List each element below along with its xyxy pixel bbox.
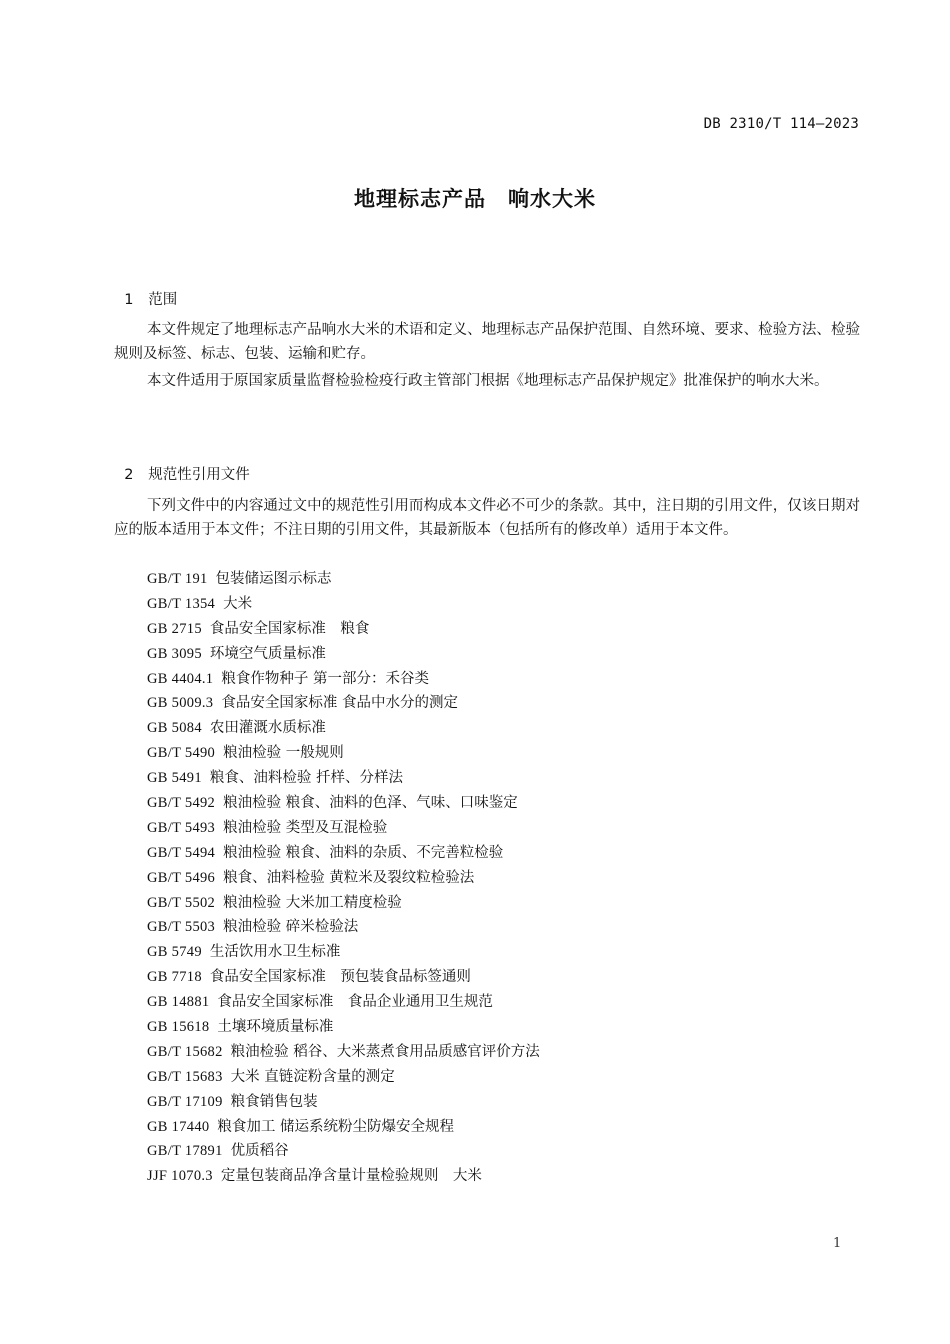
section-2-title: 规范性引用文件 (148, 467, 250, 483)
section-1-paragraph-1: 本文件规定了地理标志产品响水大米的术语和定义、地理标志产品保护范围、自然环境、要求、检验方法、检验规则及标签、标志、包装、运输和贮存。 (114, 322, 860, 362)
section-2-heading (115, 447, 250, 484)
reference-code: GB 5491 (147, 770, 202, 787)
reference-item (147, 1015, 540, 1040)
reference-code: GB 3095 (147, 645, 202, 662)
reference-code: GB/T 5502 (147, 894, 216, 911)
reference-item (147, 1065, 540, 1090)
reference-title: 食品安全国家标准 食品中水分的测定 (221, 695, 458, 712)
reference-code: GB 7718 (147, 969, 202, 986)
reference-item (147, 816, 540, 841)
reference-code: GB/T 5490 (147, 745, 216, 762)
reference-title: 生活饮用水卫生标准 (209, 944, 341, 961)
reference-title: 包装储运图示标志 (215, 571, 332, 587)
reference-code: GB/T 5496 (147, 869, 216, 886)
reference-title: 粮油检验 粮食、油料的杂质、不完善粒检验 (223, 844, 504, 861)
reference-title: 粮油检验 碎米检验法 (223, 919, 359, 936)
reference-code: GB/T 15682 (147, 1043, 223, 1060)
section-2-intro: 下列文件中的内容通过文中的规范性引用而构成本文件必不可少的条款。其中，注日期的引用文件，仅该日期对应的版本适用于本文件；不注日期的引用文件，其最新版本（包括所有的修改单）适用于本文件。 (114, 498, 860, 538)
reference-code: GB/T 191 (147, 571, 208, 587)
reference-item (147, 891, 540, 916)
reference-list (147, 567, 540, 1189)
reference-title: 大米 (223, 595, 253, 612)
section-1-title: 范围 (148, 292, 178, 308)
reference-item (147, 766, 540, 791)
reference-item (147, 1040, 540, 1065)
reference-code: GB 5749 (147, 944, 202, 961)
reference-item (147, 642, 540, 667)
reference-code: GB 17440 (147, 1118, 210, 1135)
reference-title: 土壤环境质量标准 (217, 1019, 334, 1036)
reference-item (147, 1164, 540, 1189)
reference-code: GB/T 5493 (147, 819, 216, 836)
reference-title: 环境空气质量标准 (209, 645, 326, 662)
reference-item (147, 990, 540, 1015)
reference-title: 食品安全国家标准 粮食 (209, 620, 370, 637)
reference-code: GB 15618 (147, 1019, 210, 1036)
reference-title: 优质稻谷 (230, 1143, 289, 1160)
reference-item (147, 667, 540, 692)
reference-item (147, 567, 540, 592)
reference-code: GB/T 1354 (147, 595, 216, 612)
reference-item (147, 741, 540, 766)
reference-code: GB 5084 (147, 720, 202, 737)
reference-title: 粮食、油料检验 扦样、分样法 (209, 770, 403, 787)
reference-code: GB/T 17891 (147, 1143, 223, 1160)
reference-title: 食品安全国家标准 预包装食品标签通则 (209, 969, 471, 986)
reference-item (147, 915, 540, 940)
reference-code: GB/T 5492 (147, 795, 216, 812)
section-2-number: 2 (124, 467, 134, 483)
reference-code: GB/T 5494 (147, 844, 216, 861)
reference-item (147, 716, 540, 741)
reference-item (147, 965, 540, 990)
reference-code: GB 14881 (147, 994, 210, 1011)
reference-title: 粮食加工 储运系统粉尘防爆安全规程 (217, 1118, 455, 1135)
reference-title: 粮食作物种子 第一部分：禾谷类 (221, 670, 429, 687)
reference-title: 粮油检验 大米加工精度检验 (223, 894, 402, 911)
reference-item (147, 691, 540, 716)
reference-item (147, 940, 540, 965)
reference-title: 粮食销售包装 (230, 1093, 318, 1110)
reference-title: 粮油检验 稻谷、大米蒸煮食用品质感官评价方法 (230, 1043, 540, 1060)
reference-item (147, 841, 540, 866)
reference-code: GB/T 17109 (147, 1093, 223, 1110)
reference-item (147, 866, 540, 891)
reference-title: 定量包装商品净含量计量检验规则 大米 (220, 1168, 482, 1185)
document-code: DB 2310/T 114—2023 (703, 116, 859, 132)
section-1-paragraph-2: 本文件适用于原国家质量监督检验检疫行政主管部门根据《地理标志产品保护规定》批准保护的响水大米。 (147, 373, 829, 389)
reference-code: GB/T 5503 (147, 919, 216, 936)
section-1-heading (115, 272, 177, 309)
page-number: 1 (833, 1236, 842, 1251)
reference-title: 粮油检验 粮食、油料的色泽、气味、口味鉴定 (223, 795, 518, 812)
reference-code: GB 5009.3 (147, 695, 214, 712)
reference-code: GB/T 15683 (147, 1068, 223, 1085)
reference-item (147, 1115, 540, 1140)
document-title: 地理标志产品 响水大米 (354, 187, 596, 211)
reference-code: GB 2715 (147, 620, 202, 637)
reference-item (147, 617, 540, 642)
reference-item (147, 592, 540, 617)
reference-code: GB 4404.1 (147, 670, 214, 687)
reference-title: 农田灌溉水质标准 (209, 720, 326, 737)
section-1-number: 1 (124, 292, 134, 308)
reference-title: 粮油检验 一般规则 (223, 745, 344, 762)
reference-item (147, 1090, 540, 1115)
reference-title: 食品安全国家标准 食品企业通用卫生规范 (217, 994, 493, 1011)
reference-code: JJF 1070.3 (147, 1168, 213, 1185)
reference-item (147, 1139, 540, 1164)
reference-item (147, 791, 540, 816)
reference-title: 粮食、油料检验 黄粒米及裂纹粒检验法 (223, 869, 475, 886)
reference-title: 粮油检验 类型及互混检验 (223, 819, 388, 836)
reference-title: 大米 直链淀粉含量的测定 (230, 1068, 395, 1085)
